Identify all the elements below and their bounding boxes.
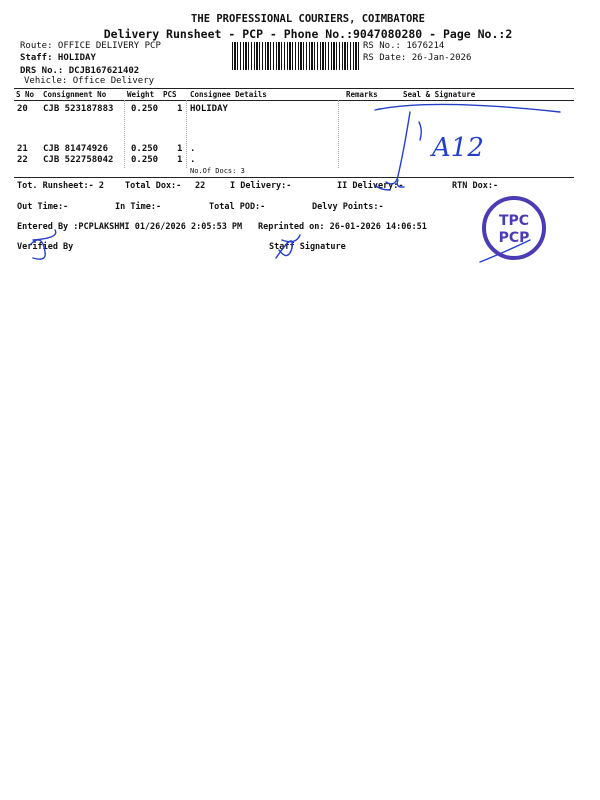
col-header-seal: Seal & Signature xyxy=(403,90,476,99)
drs-number: DRS No.: DCJB167621402 xyxy=(20,66,140,76)
rs-date: RS Date: 26-Jan-2026 xyxy=(363,53,472,63)
col-header-consignee: Consignee Details xyxy=(190,90,267,99)
row-weight: 0.250 xyxy=(131,155,159,165)
col-header-consignment: Consignment No xyxy=(43,90,107,99)
col-header-sno: S No xyxy=(16,90,35,99)
in-time: In Time:- xyxy=(115,202,162,212)
tpc-stamp-icon xyxy=(478,192,550,264)
ink-verified-signature xyxy=(30,230,56,259)
rtn-dox: RTN Dox:- xyxy=(452,181,499,191)
rs-number: RS No.: 1676214 xyxy=(363,41,445,51)
total-dox-label: Total Dox:- xyxy=(125,181,182,191)
ink-underline-stroke xyxy=(375,104,560,112)
row-pcs: 1 xyxy=(177,104,183,114)
handwritten-text: A12 xyxy=(432,133,484,163)
vehicle-label: Vehicle: Office Delivery xyxy=(24,76,155,86)
row-weight: 0.250 xyxy=(131,144,159,154)
row-sno: 21 xyxy=(17,144,28,154)
row-consignee: . xyxy=(190,144,196,154)
row-consignment: CJB 523187883 xyxy=(43,104,114,114)
stamp-line1: TPC xyxy=(498,213,530,229)
ink-bracket-stroke xyxy=(386,112,410,184)
row-consignment: CJB 522758042 xyxy=(43,155,114,165)
row-consignee: . xyxy=(190,155,196,165)
row-pcs: 1 xyxy=(177,155,183,165)
row-sno: 20 xyxy=(17,104,28,114)
total-dox-value: 22 xyxy=(195,181,206,191)
staff-label: Staff: HOLIDAY xyxy=(20,53,96,63)
staff-signature-label: Staff Signature xyxy=(269,242,346,252)
ink-hook-stroke xyxy=(397,180,404,187)
tot-runsheet: Tot. Runsheet:- 2 xyxy=(17,181,104,191)
route-label: Route: OFFICE DELIVERY PCP xyxy=(20,41,161,51)
ii-delivery: II Delivery:- xyxy=(337,181,404,191)
row-sno: 22 xyxy=(17,155,28,165)
runsheet-subtitle: Delivery Runsheet - PCP - Phone No.:9047080280 - Page No.:2 xyxy=(103,27,513,41)
out-time: Out Time:- xyxy=(17,202,69,212)
row-consignee: HOLIDAY xyxy=(190,104,228,114)
col-header-remarks: Remarks xyxy=(346,90,378,99)
row-weight: 0.250 xyxy=(131,104,159,114)
row-consignment: CJB 81474926 xyxy=(43,144,109,154)
delvy-points: Delvy Points:- xyxy=(312,202,384,212)
stamp-line2: PCP xyxy=(498,230,530,246)
col-header-pcs: PCS xyxy=(163,90,177,99)
company-title: THE PROFESSIONAL COURIERS, COIMBATORE xyxy=(191,13,425,25)
entered-by: Entered By :PCPLAKSHMI 01/26/2026 2:05:53 PM xyxy=(17,222,243,232)
ink-delivery-stroke xyxy=(375,185,390,190)
row-pcs: 1 xyxy=(177,144,183,154)
col-header-weight: Weight xyxy=(127,90,155,99)
i-delivery: I Delivery:- xyxy=(230,181,292,191)
no-of-docs: No.Of Docs: 3 xyxy=(190,167,245,175)
total-pod: Total POD:- xyxy=(209,202,266,212)
reprinted-on: Reprinted on: 26-01-2026 14:06:51 xyxy=(258,222,427,232)
ink-staff-signature xyxy=(276,235,300,258)
ink-mark-stroke xyxy=(419,122,421,140)
verified-by: Verified By xyxy=(17,242,74,252)
